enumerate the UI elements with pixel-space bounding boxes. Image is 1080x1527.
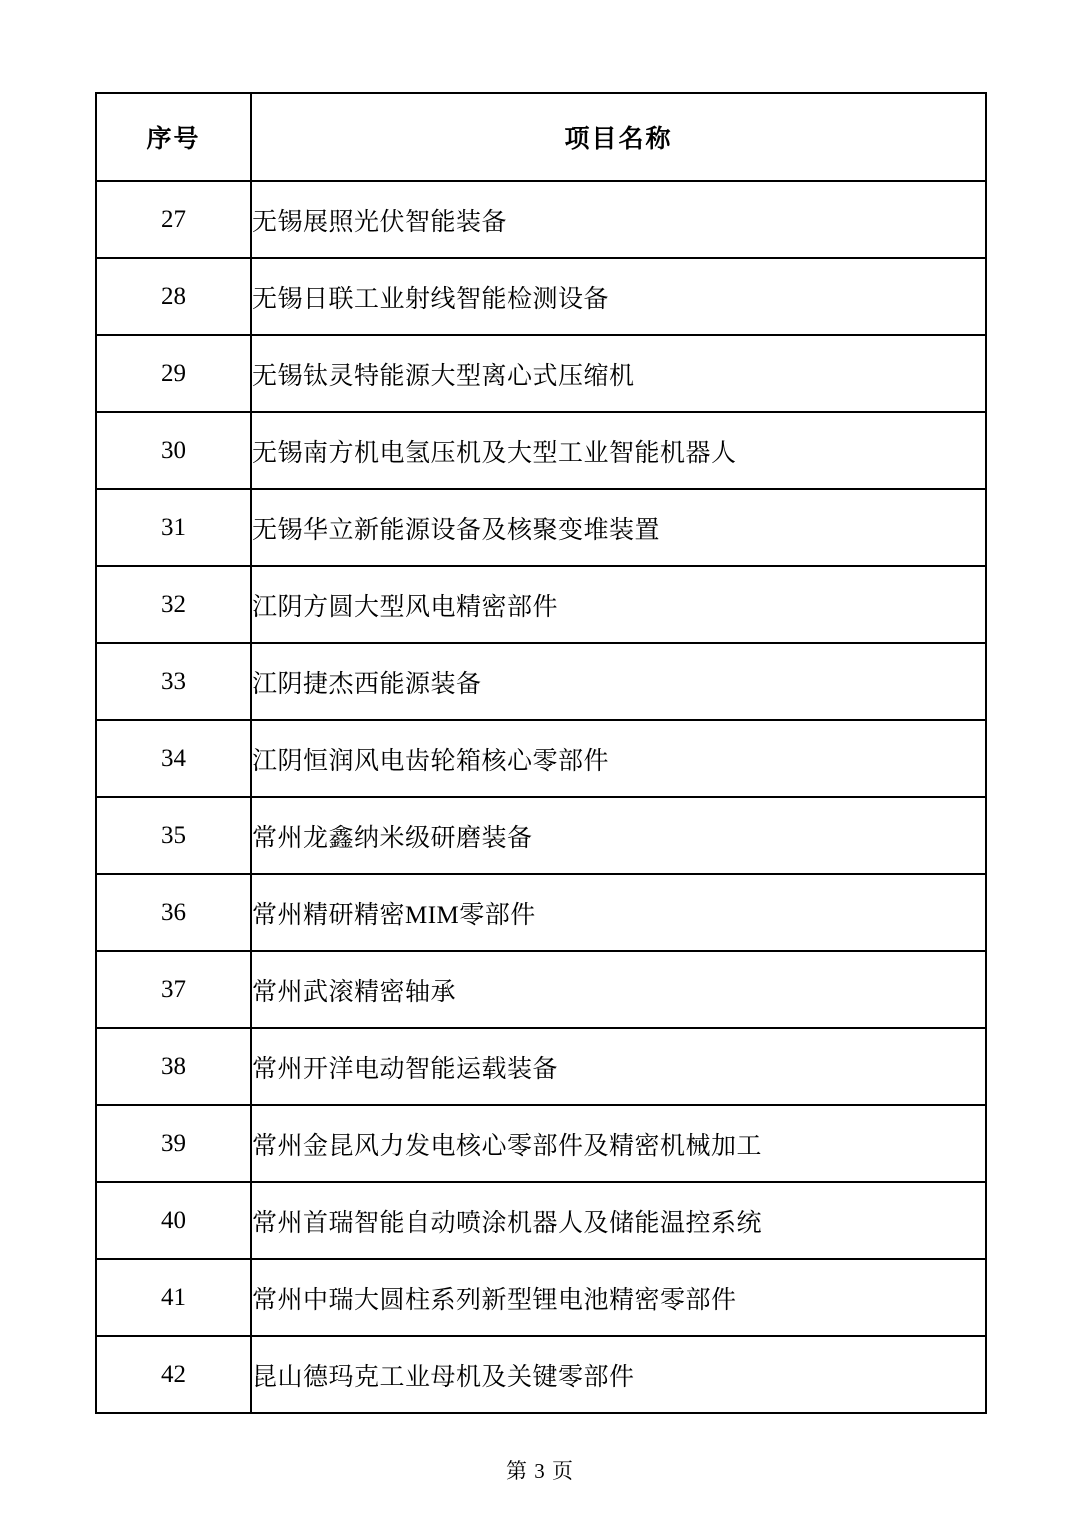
row-project-name-cell: 常州龙鑫纳米级研磨装备: [251, 797, 986, 874]
table-row: [96, 720, 986, 797]
row-project-name-cell: 无锡南方机电氢压机及大型工业智能机器人: [251, 412, 986, 489]
row-index-cell: 30: [96, 412, 251, 489]
table-row: [96, 1105, 986, 1182]
table-row: [96, 181, 986, 258]
row-project-name-cell: 昆山德玛克工业母机及关键零部件: [251, 1336, 986, 1413]
row-project-name-cell: 无锡钛灵特能源大型离心式压缩机: [251, 335, 986, 412]
table-row: [96, 566, 986, 643]
row-project-name-cell: 无锡日联工业射线智能检测设备: [251, 258, 986, 335]
table-header: [96, 93, 986, 181]
row-index-cell: 40: [96, 1182, 251, 1259]
row-index-cell: 41: [96, 1259, 251, 1336]
row-project-name-cell: 无锡展照光伏智能装备: [251, 181, 986, 258]
row-index-cell: 34: [96, 720, 251, 797]
row-project-name-cell: 江阴捷杰西能源装备: [251, 643, 986, 720]
row-project-name-cell: 常州开洋电动智能运载装备: [251, 1028, 986, 1105]
project-table: [95, 92, 987, 1414]
row-index-cell: 37: [96, 951, 251, 1028]
page-footer: 第 3 页: [506, 1459, 574, 1483]
row-index-cell: 32: [96, 566, 251, 643]
table-row: [96, 643, 986, 720]
row-index-cell: 35: [96, 797, 251, 874]
row-project-name-cell: 江阴方圆大型风电精密部件: [251, 566, 986, 643]
row-project-name-cell: 常州精研精密MIM零部件: [251, 874, 986, 951]
row-index-cell: 42: [96, 1336, 251, 1413]
row-project-name-cell: 常州武滚精密轴承: [251, 951, 986, 1028]
row-project-name-cell: 常州金昆风力发电核心零部件及精密机械加工: [251, 1105, 986, 1182]
table-row: [96, 258, 986, 335]
table-header-row: [96, 93, 986, 181]
row-index-cell: 29: [96, 335, 251, 412]
table-row: [96, 1259, 986, 1336]
row-index-cell: 28: [96, 258, 251, 335]
table-row: [96, 412, 986, 489]
table-body: [96, 181, 986, 1413]
column-header-index: 序号: [96, 93, 251, 181]
table-row: [96, 1182, 986, 1259]
table-row: [96, 489, 986, 566]
row-index-cell: 39: [96, 1105, 251, 1182]
table-row: [96, 951, 986, 1028]
row-index-cell: 38: [96, 1028, 251, 1105]
table-row: [96, 797, 986, 874]
row-index-cell: 36: [96, 874, 251, 951]
row-index-cell: 33: [96, 643, 251, 720]
table-row: [96, 874, 986, 951]
row-project-name-cell: 常州首瑞智能自动喷涂机器人及储能温控系统: [251, 1182, 986, 1259]
row-project-name-cell: 常州中瑞大圆柱系列新型锂电池精密零部件: [251, 1259, 986, 1336]
row-project-name-cell: 无锡华立新能源设备及核聚变堆装置: [251, 489, 986, 566]
row-project-name-cell: 江阴恒润风电齿轮箱核心零部件: [251, 720, 986, 797]
table-row: [96, 1336, 986, 1413]
row-index-cell: 31: [96, 489, 251, 566]
column-header-name: 项目名称: [251, 93, 986, 181]
table-row: [96, 335, 986, 412]
row-index-cell: 27: [96, 181, 251, 258]
table-row: [96, 1028, 986, 1105]
